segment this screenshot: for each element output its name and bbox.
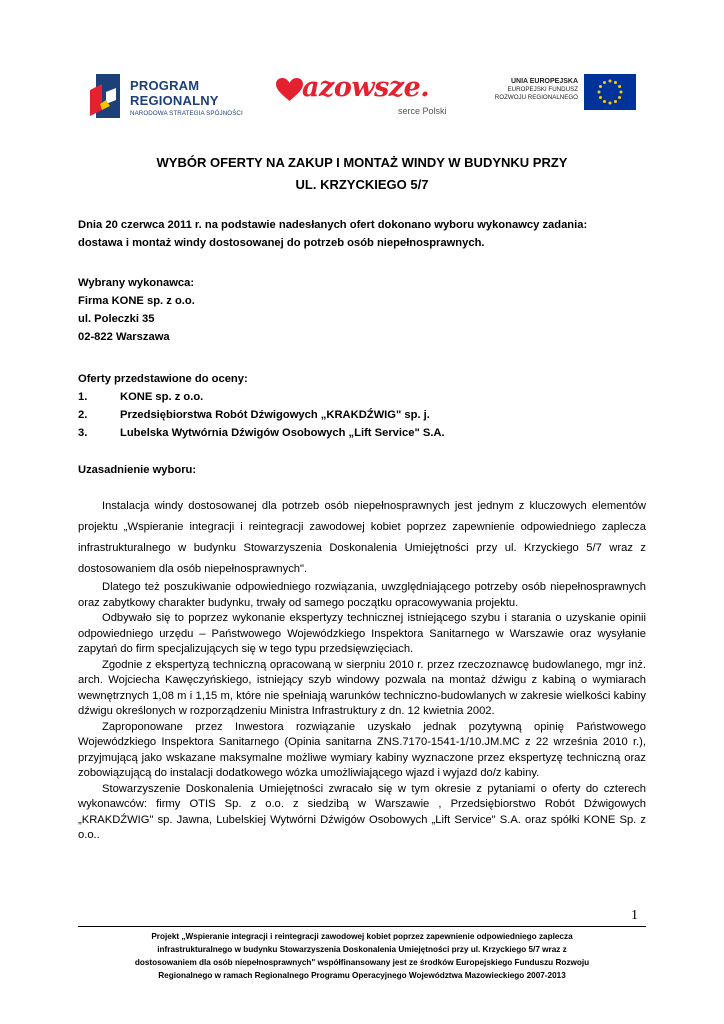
page-number: 1	[631, 908, 638, 923]
eu-flag-icon	[584, 74, 636, 110]
list-item: 1. KONE sp. z o.o.	[78, 391, 204, 403]
eu-star-icon	[599, 96, 602, 99]
eu-star-icon	[609, 80, 612, 83]
paragraph: Stowarzyszenie Doskonalenia Umiejętności zwracało się w tym okresie z pytaniami o oferty do czterech wykonawców: firmy OTIS Sp. z o.o. z siedzibą w Warszawie , Przedsiębiorstwo Robót Dźwigowych „KRAKDŹWIG" sp. Jawna, Lubelskiej Wytwórni Dźwigów Osobowych „Lift Service" S.A. oraz spółki KONE Sp. z o.o..	[78, 782, 646, 841]
eu-star-icon	[614, 100, 617, 103]
contractor-heading: Wybrany wykonawca:	[78, 277, 195, 289]
logo-bar	[88, 68, 636, 126]
selected-contractor	[78, 274, 646, 346]
justification-body	[78, 496, 646, 844]
program-emblem-icon	[88, 70, 122, 120]
eu-star-icon	[618, 85, 621, 88]
eu-star-icon	[599, 85, 602, 88]
eu-star-icon	[620, 91, 623, 94]
eu-star-icon	[603, 81, 606, 84]
eu-star-icon	[609, 102, 612, 105]
paragraph: Zaproponowane przez Inwestora rozwiązanie uzyskało jednak pozytywną opinię Państwowego Wojewódzkiego Inspektora Sanitarnego (Opinia sanitarna ZNS.7170-1541-1/10.JM.MC z 22 września 2010 r.), przyjmującą jako wskazane maksymalne możliwe wymiary kabiny wyznaczone przez ekspertyzę techniczną oraz zobowiązującą do instalacji dodatkowego wózka umożliwiającego wjazd i wyjazd do/z kabiny.	[78, 720, 646, 779]
page-title: WYBÓR OFERTY NA ZAKUP I MONTAŻ WINDY W BUDYNKU PRZY UL. KRZYCKIEGO 5/7	[156, 155, 568, 192]
program-title: PROGRAM REGIONALNY	[130, 78, 219, 108]
paragraph: Odbywało się to poprzez wykonanie ekspertyzy technicznej istniejącego szybu i starania o uzyskanie opinii odpowiedniego urzędu – Państwowego Wojewódzkiego Inspektora Sanitarnego w Warszawie oraz wysyłanie zapytań do firm specjalizujących się w tego typu przedsięwzięciach.	[78, 612, 646, 655]
program-regionalny-logo	[88, 68, 263, 126]
mazowsze-logo	[276, 72, 456, 124]
paragraph: Dlatego też poszukiwanie odpowiedniego rozwiązania, uwzględniającego potrzeby osób niepełnosprawnych oraz zabytkowy charakter budynku, trwały od samego początku opracowywania projektu.	[78, 581, 646, 609]
eu-star-icon	[603, 100, 606, 103]
contractor-city: 02-822 Warszawa	[78, 331, 170, 343]
mazowsze-tagline: serce Polski	[398, 106, 447, 116]
offers-heading: Oferty przedstawione do oceny:	[78, 373, 248, 385]
eu-star-icon	[598, 91, 601, 94]
list-item: 3. Lubelska Wytwórnia Dźwigów Osobowych „Lift Service" S.A.	[78, 427, 445, 439]
list-item: 2. Przedsiębiorstwa Robót Dźwigowych „KRAKDŹWIG" sp. j.	[78, 409, 430, 421]
heart-icon	[276, 78, 303, 102]
footer-divider	[78, 926, 646, 927]
eu-star-icon	[618, 96, 621, 99]
paragraph: Instalacja windy dostosowanej dla potrzeb osób niepełnosprawnych jest jednym z kluczowych elementów projektu „Wspieranie integracji i reintegracji zawodowej kobiet poprzez zapewnienie odpowiedniego zaplecza infrastrukturalnego w budynku Stowarzyszenia Doskonalenia Umiejętności przy ul. Krzyckiego 5/7 wraz z dostosowaniem dla osób niepełnosprawnych".	[78, 500, 646, 575]
intro-paragraph: Dnia 20 czerwca 2011 r. na podstawie nadesłanych ofert dokonano wyboru wykonawcy zadania: dostawa i montaż windy dostosowanej do potrzeb osób niepełnosprawnych.	[78, 219, 588, 249]
eu-logo	[482, 74, 636, 118]
footer: Projekt „Wspieranie integracji i reintegracji zawodowej kobiet poprzez zapewnienie odpowiedniego zaplecza infrastrukturalnego w budynku Stowarzyszenia Doskonalenia Umiejętności przy ul. Krzyckiego 5/7 wraz z dostosowaniem dla osób niepełnosprawnych" współfinansowany jest ze środków Europejskiego Funduszu Rozwoju Regionalnego w ramach Regionalnego Programu Operacyjnego Województwa Mazowieckiego 2007-2013	[134, 932, 590, 980]
eu-star-icon	[614, 81, 617, 84]
paragraph: Zgodnie z ekspertyzą techniczną opracowaną w sierpniu 2010 r. przez rzeczoznawcę budowlanego, mgr inż. arch. Wojciecha Kawęczyńskiego, istniejący szyb windowy pozwala na montaż dźwigu z kabiną o wymiarach wewnętrznych 1,08 m i 1,15 m, które nie spełniają warunków techniczno-budowlanych w zakresie wielkości kabiny dźwigu określonych w rozporządzeniu Ministra Infrastruktury z dn. 12 kwietnia 2002.	[78, 658, 646, 717]
contractor-name: Firma KONE sp. z o.o.	[78, 295, 195, 307]
mazowsze-wordmark: azowsze.	[302, 72, 430, 103]
eu-text: UNIA EUROPEJSKA EUROPEJSKI FUNDUSZ ROZWOJU REGIONALNEGO	[494, 78, 578, 101]
contractor-street: ul. Poleczki 35	[78, 313, 155, 325]
justification-heading: Uzasadnienie wyboru:	[78, 464, 197, 476]
offers-list	[78, 370, 646, 442]
program-subtitle: NARODOWA STRATEGIA SPÓJNOŚCI	[130, 110, 243, 117]
